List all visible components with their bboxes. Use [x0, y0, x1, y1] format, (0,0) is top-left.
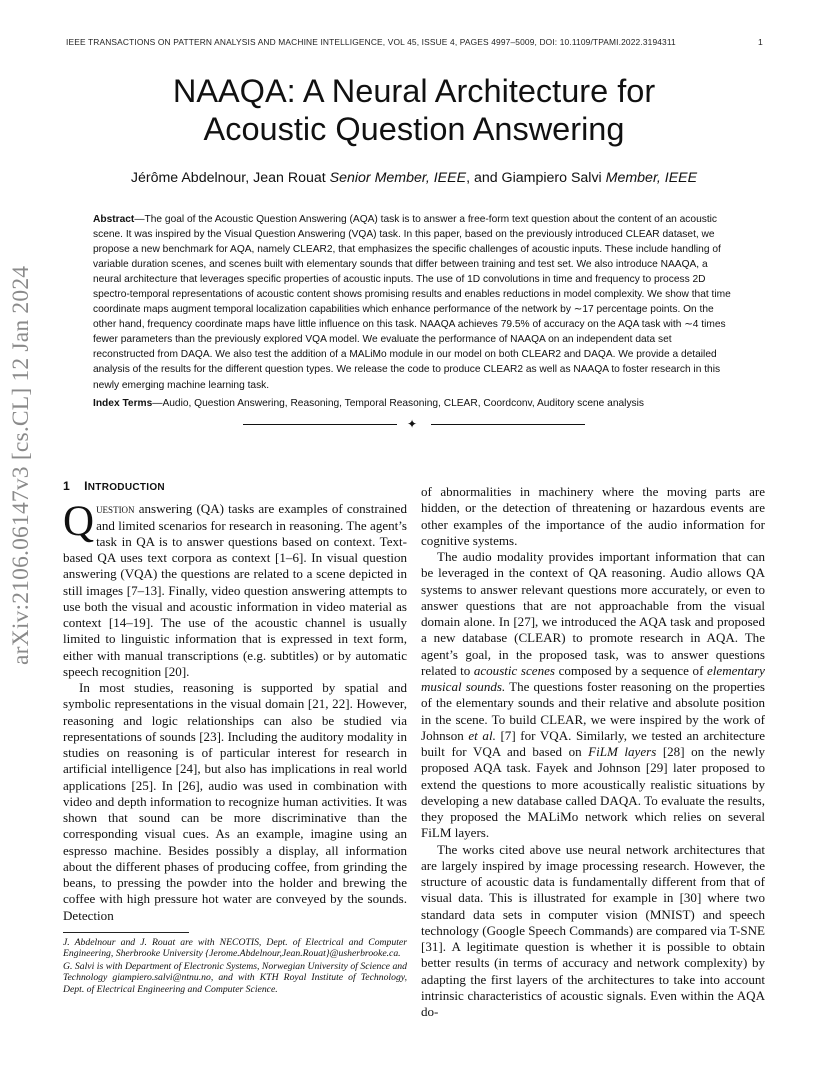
intro-paragraph-2: In most studies, reasoning is supported by spatial and symbolic representations in the visual domain [21, 22]. However, reasoning and logic relationships can also be studied via representations of sounds [23]. Including the auditory modality in studies on reasoning is of particular interest for research in artificial intelligence [24], but also has implications in real world applications [25]. In [26], audio was used in combination with video and depth information to recognize human activities. It was shown that sound can be more discriminative than the corresponding visual cues. As an example, imagine using an espresso machine. Besides possibly a display, all information about the different phases of producing coffee, from grinding the beans, to pressing the powder into the holder and brewing the coffee with high pressure hot water are conveyed by the sounds. Detection	[63, 680, 407, 923]
abstract	[93, 212, 734, 393]
author-names-1: Jérôme Abdelnour, Jean Rouat	[130, 170, 330, 186]
page-number: 1	[758, 37, 763, 47]
arxiv-stamp: arXiv:2106.06147v3 [cs.CL] 12 Jan 2024	[8, 265, 34, 665]
footnote-rule	[63, 932, 189, 933]
section-number: 1	[63, 479, 71, 493]
section-title-rest: NTRODUCTION	[87, 482, 165, 493]
right-paragraph-2: The audio modality provides important information that can be leveraged in the context of QA reasoning. Audio allows QA systems to answer relevant questions more accurately, or even to answer questions that are not approachable from the visual domain alone. In [27], we introduced the AQA task and proposed a new database (CLEAR) to promote research in AQA. The agent’s goal, in the proposed task, was to answer questions related to acoustic scenes composed by a sequence of elementary musical sounds. The questions foster reasoning on the properties of the elementary sounds and their relative and absolute position in the scene. To build CLEAR, we were inspired by the work of Johnson et al. [7] for VQA. Similarly, we tested an architecture built for VQA and based on FiLM layers [28] on the newly proposed AQA task. Fayek and Johnson [29] later proposed to extend the questions to more acoustically realistic situations by developing a new database called DAQA. To evaluate the results, they proposed the MALiMo network which relies on several FiLM layers.	[421, 549, 765, 841]
right-column	[421, 484, 765, 1020]
footnote-affiliation-1: J. Abdelnour and J. Rouat are with NECOTIS, Dept. of Electrical and Computer Engineering, Sherbrooke University {Jerome.Abdelnour,Jean.Rouat}@usherbrooke.ca.	[63, 937, 407, 960]
separator-rule-right	[431, 424, 585, 425]
index-terms-text: —Audio, Question Answering, Reasoning, Temporal Reasoning, CLEAR, Coordconv, Auditory scene analysis	[152, 398, 644, 409]
right-paragraph-1: of abnormalities in machinery where the moving parts are hidden, or the detection of threatening or hazardous events are other examples of the importance of the audio information for cognitive systems.	[421, 484, 765, 548]
title-line-2: Acoustic Question Answering	[203, 111, 625, 147]
abstract-label: Abstract	[93, 214, 135, 225]
footnotes	[63, 937, 407, 996]
section-heading	[63, 478, 407, 496]
drop-cap: Q	[63, 498, 95, 546]
right-paragraph-3: The works cited above use neural network architectures that are largely inspired by image processing research. However, the structure of acoustic data is fundamentally different from that of visual data. This is illustrated for example in [30] where two standard data sets in computer vision (MNIST) and speech technology (Google Speech Commands) are compared via T-SNE [31]. A legitimate question is whether it is possible to obtain better results (in terms of accuracy and network complexity) by adapting the first layers of the architectures to take into account intrinsic characteristics of acoustic signals. Even within the AQA do-	[421, 841, 765, 1019]
index-terms-label: Index Terms	[93, 398, 153, 409]
intro-paragraph-1: Question answering (QA) tasks are examples of constrained and limited scenarios for research in reasoning. The agent’s task in QA is to answer questions based on context. Text-based QA uses text corpora as context [1–6]. In visual question answering (VQA) the questions are related to a scene depicted in still images [7–13]. Finally, video question answering attempts to use both the visual and acoustic information in video material as context [14–19]. The use of the acoustic channel is usually limited to linguistic information that is expressed in text form, either with manual transcriptions (e.g. subtitles) or by automatic speech recognition [20].	[63, 498, 407, 679]
author-role-1: Senior Member, IEEE	[329, 170, 467, 186]
paper-title	[60, 72, 768, 148]
index-terms	[93, 397, 734, 411]
author-names-2: , and Giampiero Salvi	[466, 170, 606, 186]
title-line-1: NAAQA: A Neural Architecture for	[172, 73, 656, 109]
section-separator	[243, 417, 585, 431]
left-column	[63, 478, 407, 924]
author-role-2: Member, IEEE	[605, 170, 698, 186]
author-list	[60, 170, 768, 186]
section-title-first: I	[84, 479, 88, 493]
separator-rule-left	[243, 424, 397, 425]
drop-cap-smallcaps: uestion	[96, 502, 135, 517]
separator-diamond-icon: ✦	[407, 417, 418, 431]
footnote-affiliation-2: G. Salvi is with Department of Electronic Systems, Norwegian University of Science and Technology giampiero.salvi@ntnu.no, and with KTH Royal Institute of Technology, Dept. of Electrical Engineering and Computer Science.	[63, 960, 407, 995]
running-head: IEEE TRANSACTIONS ON PATTERN ANALYSIS AND MACHINE INTELLIGENCE, VOL 45, ISSUE 4, PAGES 4997–5009, DOI: 10.1109/TPAMI.2022.3194311	[66, 37, 676, 47]
abstract-text: —The goal of the Acoustic Question Answering (AQA) task is to answer a free-form text question about the content of an acoustic scene. It was inspired by the Visual Question Answering (VQA) task. In this paper, based on the previously introduced CLEAR dataset, we propose a new benchmark for AQA, namely CLEAR2, that emphasizes the specific challenges of acoustic inputs. These include handling of variable duration scenes, and scenes built with elementary sounds that differ between training and test set. We also introduce NAAQA, a neural architecture that leverages specific properties of acoustic inputs. The use of 1D convolutions in time and frequency to process 2D spectro-temporal representations of acoustic content shows promising results and enables reductions in model complexity. We show that time coordinate maps augment temporal localization capabilities which enhance performance of the network by ∼17 percentage points. On the other hand, frequency coordinate maps have little influence on this task. NAAQA achieves 79.5% of accuracy on the AQA task with ∼4 times fewer parameters than the previously explored VQA model. We evaluate the performance of NAAQA on an independent data set reconstructed from DAQA. We also test the addition of a MALiMo module in our model on both CLEAR2 and DAQA. We provide a detailed analysis of the results for the different question types. We release the code to produce CLEAR2 as well as NAAQA to foster research in this newly emerging machine learning task.	[93, 214, 731, 391]
